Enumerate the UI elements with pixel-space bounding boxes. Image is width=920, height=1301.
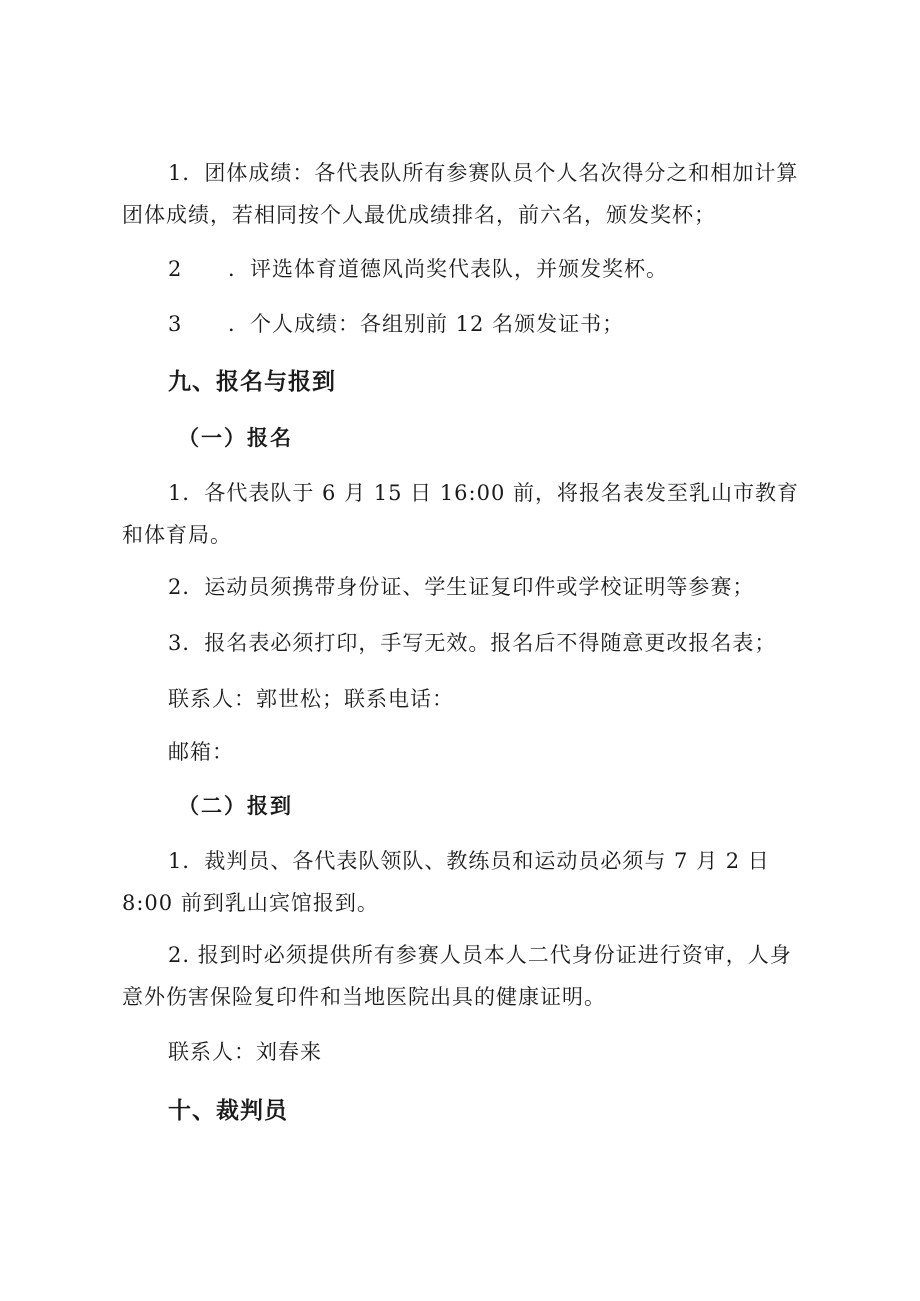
registration-contact: 联系人：郭世松；联系电话： [168, 687, 454, 711]
award-item-3-number: 3 [168, 312, 183, 336]
registration-email: 邮箱： [168, 740, 234, 764]
award-item-2-number: 2 [168, 257, 183, 281]
checkin-subheading: （二）报到 [178, 793, 293, 818]
registration-item-2: 2．运动员须携带身份证、学生证复印件或学校证明等参赛； [168, 575, 755, 599]
award-item-3 [168, 309, 624, 339]
award-item-3-text: ．个人成绩：各组别前 12 名颁发证书； [228, 312, 625, 336]
registration-item-1: 1．各代表队于 6 月 15 日 16:00 前，将报名表发至乳山市教育和体育局。 [122, 481, 800, 547]
registration-item-3: 3．报名表必须打印，手写无效。报名后不得随意更改报名表； [168, 631, 777, 655]
checkin-item-1: 1．裁判员、各代表队领队、教练员和运动员必须与 7 月 2 日 8:00 前到乳山宾馆报到。 [122, 849, 770, 915]
registration-subheading: （一）报名 [178, 425, 293, 450]
section-10-heading: 十、裁判员 [168, 1098, 288, 1124]
award-item-2 [168, 254, 668, 284]
award-item-2-text: ．评选体育道德风尚奖代表队，并颁发奖杯。 [228, 257, 668, 281]
checkin-item-2: 2. 报到时必须提供所有参赛人员本人二代身份证进行资审，人身意外伤害保险复印件和当地医院出具的健康证明。 [122, 943, 792, 1009]
section-9-heading: 九、报名与报到 [168, 369, 336, 395]
checkin-contact: 联系人：刘春来 [168, 1040, 322, 1064]
award-item-1: 1．团体成绩：各代表队所有参赛队员个人名次得分之和相加计算团体成绩，若相同按个人最优成绩排名，前六名，颁发奖杯； [122, 161, 799, 227]
